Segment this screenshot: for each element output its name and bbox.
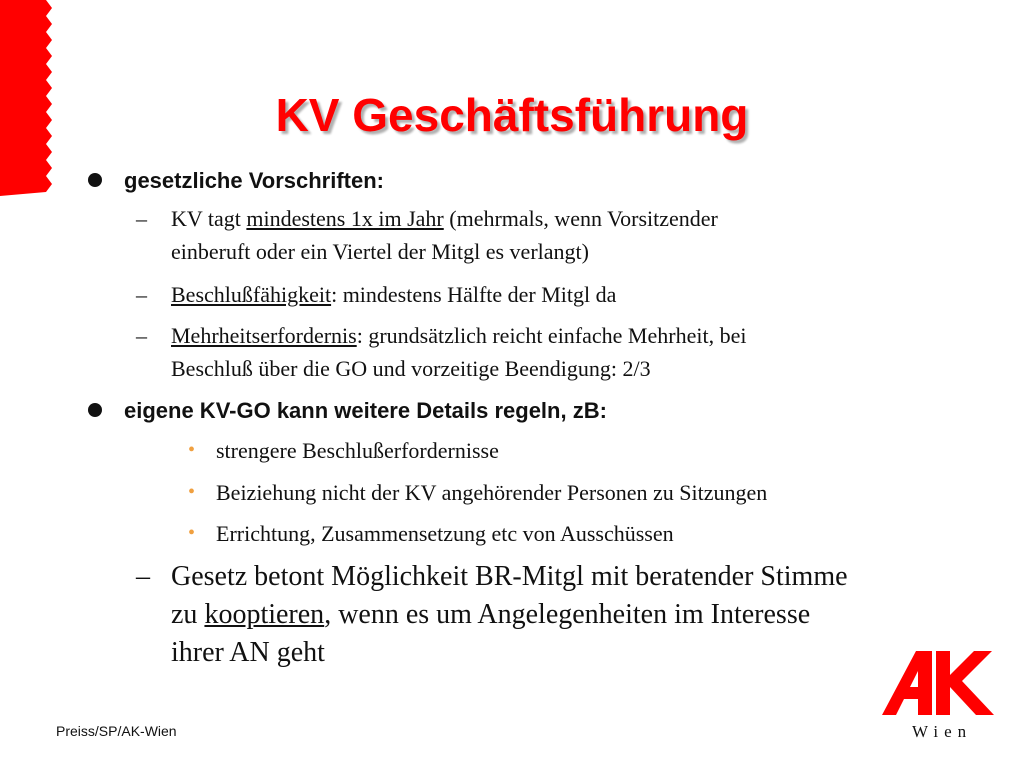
bullet-dot-icon: • [188,481,196,503]
underlined-text: mindestens 1x im Jahr [246,206,444,231]
bullet-dot-icon [88,173,102,187]
text-line: ihrer AN geht [171,637,325,668]
text-segment: : mindestens Hälfte der Mitgl da [331,282,617,307]
underlined-text: Mehrheitserfordernis [171,323,357,348]
text-segment: (mehrmals, wenn Vorsitzender [443,206,718,231]
text-segment: , wenn es um Angelegenheiten im Interesse [324,599,811,630]
dash-icon: – [136,561,150,592]
ak-logo [880,645,996,721]
footer-text: Preiss/SP/AK-Wien [56,723,177,739]
underlined-text: Beschlußfähigkeit [171,282,332,307]
dash-icon: – [136,282,147,307]
text-line: Gesetz betont Möglichkeit BR-Mitgl mit beratender Stimme [171,561,848,592]
bullet-text: gesetzliche Vorschriften: [124,168,384,193]
bullet-dot-icon: • [188,522,196,544]
slide-title: KV Geschäftsführung [275,89,749,141]
underlined-text: kooptieren [204,599,325,630]
detail-text: Errichtung, Zusammensetzung etc von Ausschüssen [216,521,674,546]
bullet-dot-icon: • [188,439,196,461]
dash-icon: – [136,323,147,348]
text-line: einberuft oder ein Viertel der Mitgl es verlangt) [171,239,589,264]
bullet-dot-icon [88,403,102,417]
bullet-text: eigene KV-GO kann weitere Details regeln, zB: [124,398,607,423]
dash-icon: – [136,206,147,231]
text-segment: : grundsätzlich reicht einfache Mehrheit, bei [356,323,747,348]
detail-text: strengere Beschlußerfordernisse [216,438,499,463]
text-line: Beschluß über die GO und vorzeitige Beendigung: 2/3 [171,356,651,381]
text-segment: zu [171,599,205,630]
text-segment: KV tagt [171,206,247,231]
detail-text: Beiziehung nicht der KV angehörender Personen zu Sitzungen [216,480,768,505]
logo-subtitle: Wien [912,722,973,741]
